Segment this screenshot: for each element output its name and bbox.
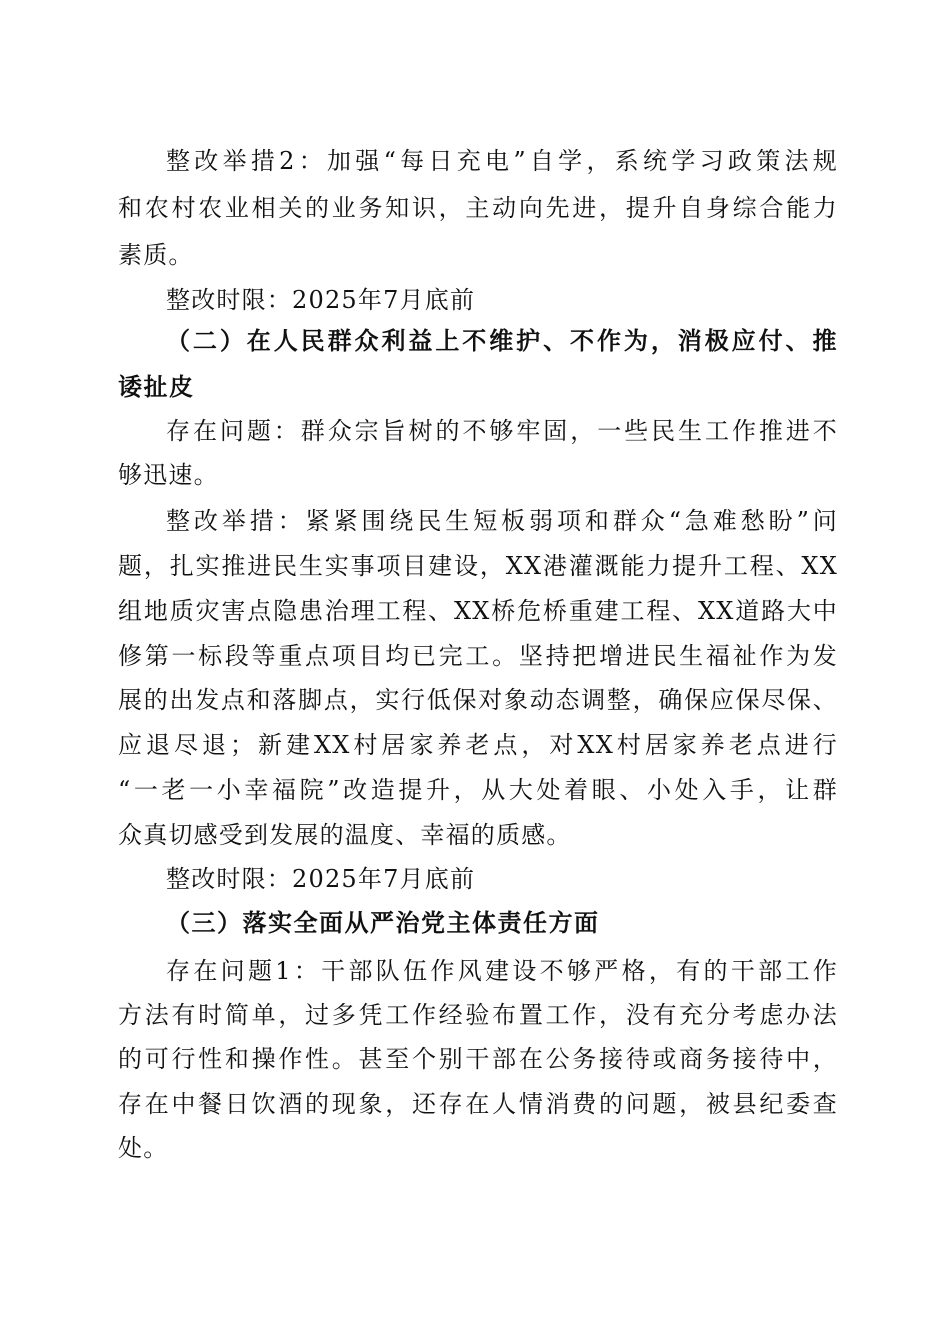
- problem-2-line-2: 够迅速。: [118, 461, 219, 489]
- measure-3-line-4: 修第一标段等重点项目均已完工。坚持把增进民生福祉作为发: [118, 642, 838, 670]
- deadline-2: 整改时限：2025年7月底前: [166, 865, 476, 893]
- measure-2-line-2: 和农村农业相关的业务知识，主动向先进，提升自身综合能力: [118, 194, 838, 222]
- section-2-heading-line-2: 诿扯皮: [118, 373, 195, 401]
- measure-3-line-8: 众真切感受到发展的温度、幸福的质感。: [118, 821, 572, 849]
- measure-2-line-1: 整改举措2：加强“每日充电”自学，系统学习政策法规: [166, 147, 838, 175]
- deadline-1: 整改时限：2025年7月底前: [166, 286, 476, 314]
- measure-3-line-1: 整改举措：紧紧围绕民生短板弱项和群众“急难愁盼”问: [166, 507, 838, 535]
- measure-3-line-7: “一老一小幸福院”改造提升，从大处着眼、小处入手，让群: [118, 776, 838, 804]
- problem-2-line-1: 存在问题：群众宗旨树的不够牢固，一些民生工作推进不: [166, 417, 838, 445]
- section-3-heading: （三）落实全面从严治党主体责任方面: [166, 909, 600, 937]
- section-2-heading-line-1: （二）在人民群众利益上不维护、不作为，消极应付、推: [166, 327, 838, 355]
- problem-3-line-3: 的可行性和操作性。甚至个别干部在公务接待或商务接待中，: [118, 1045, 838, 1073]
- problem-3-line-4: 存在中餐日饮酒的现象，还存在人情消费的问题，被县纪委查: [118, 1090, 838, 1118]
- measure-3-line-3: 组地质灾害点隐患治理工程、XX桥危桥重建工程、XX道路大中: [118, 597, 838, 625]
- measure-3-line-2: 题，扎实推进民生实事项目建设，XX港灌溉能力提升工程、XX: [118, 552, 838, 580]
- problem-3-line-2: 方法有时简单，过多凭工作经验布置工作，没有充分考虑办法: [118, 1001, 838, 1029]
- measure-3-line-6: 应退尽退；新建XX村居家养老点，对XX村居家养老点进行: [118, 731, 838, 759]
- measure-3-line-5: 展的出发点和落脚点，实行低保对象动态调整，确保应保尽保、: [118, 686, 838, 714]
- problem-3-line-5: 处。: [118, 1134, 169, 1162]
- measure-2-line-3: 素质。: [118, 241, 194, 269]
- problem-3-line-1: 存在问题1：干部队伍作风建设不够严格，有的干部工作: [166, 957, 838, 985]
